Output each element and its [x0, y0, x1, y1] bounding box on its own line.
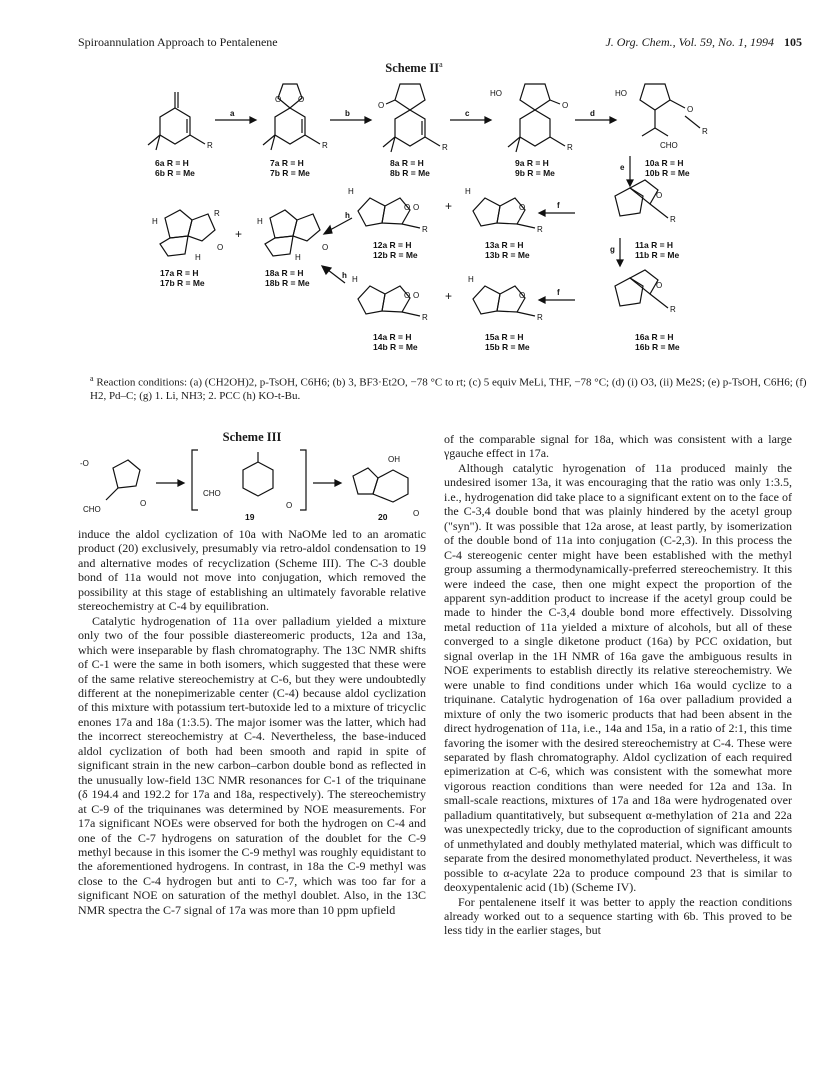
svg-text:O: O [687, 105, 694, 114]
svg-text:O: O [413, 203, 420, 212]
label-10a: 10a R = H [645, 158, 684, 168]
journal-ref: J. Org. Chem., Vol. 59, No. 1, 1994 [605, 35, 774, 49]
right-column [444, 432, 792, 938]
svg-text:R: R [422, 225, 428, 234]
running-title: Spiroannulation Approach to Pentalenene [78, 35, 278, 49]
label-8b: 8b R = Me [390, 168, 430, 178]
label-8a: 8a R = H [390, 158, 424, 168]
compound-18 [257, 210, 328, 288]
svg-text:O: O [217, 243, 224, 252]
svg-text:c: c [465, 109, 470, 118]
page-number: 105 [784, 35, 802, 49]
svg-text:R: R [702, 127, 708, 136]
label-18a: 18a R = H [265, 268, 304, 278]
svg-text:R: R [537, 225, 543, 234]
label-6b: 6b R = Me [155, 168, 195, 178]
label-15a: 15a R = H [485, 332, 524, 342]
svg-text:-O: -O [80, 459, 89, 468]
bracket-19 [192, 450, 306, 522]
label-12a: 12a R = H [373, 240, 412, 250]
svg-text:O: O [562, 101, 569, 110]
svg-text:O: O [404, 203, 411, 212]
svg-text:R: R [214, 209, 220, 218]
svg-text:a: a [230, 109, 235, 118]
compound-7 [263, 84, 328, 178]
arrow-c [450, 109, 491, 123]
scheme-2-title-text: Scheme II [385, 61, 440, 76]
compound-13 [465, 187, 543, 260]
svg-text:H: H [257, 217, 263, 226]
svg-text:h: h [345, 211, 350, 220]
arrow-e [620, 156, 633, 186]
compound-20 [353, 455, 419, 522]
arrow-h-1 [324, 211, 352, 234]
svg-text:f: f [557, 201, 560, 210]
label-11a: 11a R = H [635, 240, 674, 250]
compound-8 [378, 84, 448, 178]
svg-text:O: O [404, 291, 411, 300]
label-15b: 15b R = Me [485, 342, 530, 352]
svg-text:R: R [422, 313, 428, 322]
compound-9 [490, 84, 573, 178]
label-7b: 7b R = Me [270, 168, 310, 178]
arrow-h-2 [322, 266, 347, 283]
svg-text:H: H [465, 187, 471, 196]
svg-text:H: H [152, 217, 158, 226]
svg-text:O: O [519, 203, 526, 212]
arrow-to-19 [156, 480, 184, 486]
compound-10 [615, 84, 708, 178]
footnote-text: Reaction conditions: (a) (CH2OH)2, p-TsOH, C6H6; (b) 3, BF3·Et2O, −78 °C to rt; (c) 5 equiv MeLi, THF, −78 °C; (d) (i) O3, (ii) Me2S; (e) p-TsOH, C6H6; (f) H2, Pd–C; (g) 1. Li, NH3; 2. PCC (h) KO-t-Bu. [90, 376, 807, 403]
svg-text:CHO: CHO [203, 489, 221, 498]
svg-text:d: d [590, 109, 595, 118]
scheme-3-graphic [78, 448, 426, 523]
svg-text:g: g [610, 245, 615, 254]
arrow-a [215, 109, 256, 123]
svg-text:+: + [445, 199, 453, 213]
journal-citation [605, 35, 802, 50]
left-column [78, 527, 426, 917]
svg-text:R: R [442, 143, 448, 152]
label-17b: 17b R = Me [160, 278, 205, 288]
label-6a: 6a R = H [155, 158, 189, 168]
svg-text:H: H [295, 253, 301, 262]
label-16b: 16b R = Me [635, 342, 680, 352]
scheme-2-title-sup: a [439, 60, 443, 69]
left-paragraph-2: Catalytic hydrogenation of 11a over palladium yielded a mixture only two of the four possible diastereomeric products, 12a and 13a, which were inseparable by flash chromatography. The 13C NMR shifts of C-1 were the same in both isomers, which suggested that these were of the same relative stereochemistry at C-6, but they were undoubtedly different at the nonepimerizable center (C-4) because aldol cyclization of this mixture with potassium tert-butoxide led to a mixture of tricyclic enones 17a and 18a (1:3.5). The major isomer was the latter, which had the incorrect stereochemistry at C-4. Nevertheless, the base-induced aldol cyclization of both had been smooth and rapid in spite of significant strain in the new carbon–carbon double bond as reflected in the unusually low-field 13C NMR resonances for C-1 of the triquinane (δ 194.4 and 192.2 for 17a and 18a, respectively). The stereochemistry at C-9 of the triquinanes was determined by NOE measurements. For 17a significant NOEs were observed for both the hydrogen on C-4 and one of the C-7 hydrogens on saturation of the doublet for the C-9 methyl because in this isomer the C-9 methyl was roughly equidistant to the aforementioned hydrogens. In contrast, in 18a the C-9 methyl was close to the C-4 hydrogen but anti to C-7, which was too far for a significant NOE on saturation of the methyl doublet. Also, in the 13C NMR spectra the C-7 signal of 17a was more than 10 ppm upfield [78, 613, 426, 917]
svg-text:O: O [519, 291, 526, 300]
svg-text:OH: OH [388, 455, 400, 464]
svg-text:h: h [342, 271, 347, 280]
svg-text:e: e [620, 163, 625, 172]
label-18b: 18b R = Me [265, 278, 310, 288]
svg-text:O: O [413, 509, 420, 518]
scheme-3-reactant [80, 459, 146, 514]
scheme-3-title: Scheme III [222, 430, 282, 444]
arrow-f-2 [539, 288, 575, 303]
svg-text:R: R [322, 141, 328, 150]
svg-text:O: O [378, 101, 385, 110]
compound-12 [348, 187, 428, 260]
svg-text:R: R [567, 143, 573, 152]
footnote-mark: a [90, 374, 94, 383]
compound-11 [615, 180, 679, 260]
svg-text:b: b [345, 109, 350, 118]
svg-text:O: O [322, 243, 329, 252]
svg-text:O: O [656, 191, 663, 200]
svg-text:R: R [670, 215, 676, 224]
svg-text:H: H [195, 253, 201, 262]
label-16a: 16a R = H [635, 332, 674, 342]
svg-text:HO: HO [615, 89, 627, 98]
right-paragraph-1: of the comparable signal for 18a, which was consistent with a large γgauche effect in 17a. [444, 432, 792, 461]
svg-text:f: f [557, 288, 560, 297]
compound-6 [148, 92, 213, 178]
svg-text:O: O [656, 281, 663, 290]
svg-text:H: H [348, 187, 354, 196]
label-19: 19 [245, 512, 255, 522]
svg-text:O: O [275, 95, 282, 104]
svg-text:R: R [670, 305, 676, 314]
svg-text:+: + [235, 227, 243, 241]
label-14b: 14b R = Me [373, 342, 418, 352]
svg-text:O: O [298, 95, 305, 104]
svg-text:O: O [140, 499, 147, 508]
right-paragraph-3: For pentalenene itself it was better to apply the reaction conditions already worked out to a sequence starting with 6b. This proved to be less tidy in the earlier stages, but [444, 894, 792, 938]
label-12b: 12b R = Me [373, 250, 418, 260]
svg-text:O: O [413, 291, 420, 300]
svg-text:+: + [445, 289, 453, 303]
svg-text:H: H [352, 275, 358, 284]
arrow-d [575, 109, 616, 123]
compound-14 [352, 275, 428, 352]
arrow-to-20 [313, 480, 341, 486]
scheme-2-title [0, 60, 828, 76]
arrow-f-1 [539, 201, 575, 216]
label-13a: 13a R = H [485, 240, 524, 250]
label-11b: 11b R = Me [635, 250, 680, 260]
label-13b: 13b R = Me [485, 250, 530, 260]
svg-text:HO: HO [490, 89, 502, 98]
arrow-g [610, 238, 623, 266]
svg-text:R: R [537, 313, 543, 322]
compound-17 [152, 209, 223, 288]
svg-text:O: O [286, 501, 293, 510]
label-14a: 14a R = H [373, 332, 412, 342]
label-9a: 9a R = H [515, 158, 549, 168]
compound-16 [615, 270, 680, 352]
label-20: 20 [378, 512, 388, 522]
svg-text:H: H [468, 275, 474, 284]
right-paragraph-2: Although catalytic hyrogenation of 11a produced mainly the undesired isomer 13a, it was encouraging that the ratio was only 1:3.5, i.e., hydrogenation did take place to a significant extent on to the face of the C-3,4 double bond that was plainly hindered by the acetyl group ("syn"). It was possible that 12a arose, at least partly, by isomerization of the double bond of 11a into conjugation (C-2,3). In this process the C-4 stereogenic center might have been established with the methyl group assuming a thermodynamically-preferred stereochemistry. It this were indeed the case, then one might expect the proportion of the apparent syn-addition product to increase if the acetyl group could be made to hinder the C-3,4 double bond more effectively. Dissolving metal reduction of 11a yielded a mixture of alcohols, but all of these converged to a single diketone product (16a) by PCC oxidation, but signal overlap in the 1H NMR of 16a gave the ambiguous results in NOE experiments to establish directly its relative stereochemistry. We were unable to find conditions under which 16a would cyclize to a triquinane. Catalytic hydrogenation of 16a over palladium provided a mixture of only the two isomeric products that had been absent in the direct hydrogenation of 11a, i.e., 14a and 15a, in a ratio of 2:1, this time favoring the isomer with the desired stereochemistry at C-4. These were separated by flash chromatography. Aldol cyclization of each required epimerization at C-6, which was consistent with the somewhat more vigorous reaction conditions than were needed for 12a and 13a. In small-scale reactions, mixtures of 17a and 18a were hydrogenated over palladium quantitatively, but subsequent α-methylation of 21a and 22a was unexpectedly tricky, due to the coproduction of significant amounts of unmethylated and doubly methylated material, which was difficult to separate from the desired monomethylated product. Nevertheless, it was possible to α-acylate 22a to produce compound 23 that is similar to deoxypentalenic acid (1b) (Scheme IV). [444, 460, 792, 895]
svg-text:CHO: CHO [660, 141, 678, 150]
label-17a: 17a R = H [160, 268, 199, 278]
compound-15 [468, 275, 543, 352]
svg-text:CHO: CHO [83, 505, 101, 514]
label-10b: 10b R = Me [645, 168, 690, 178]
scheme-2-graphic [90, 78, 790, 368]
label-9b: 9b R = Me [515, 168, 555, 178]
label-7a: 7a R = H [270, 158, 304, 168]
arrow-b [330, 109, 371, 123]
left-paragraph-1: induce the aldol cyclization of 10a with NaOMe led to an aromatic product (20) exclusively, presumably via retro-aldol condensation to 19 and alternative modes of recyclization (Scheme III). The C-3 double bond of 11a would not move into conjugation, which removed the possibility at this stage of establishing an ultimately favorable relative stereochemistry at C-4 by equilibration. [78, 527, 426, 614]
svg-text:R: R [207, 141, 213, 150]
scheme-2-footnote [90, 372, 812, 404]
